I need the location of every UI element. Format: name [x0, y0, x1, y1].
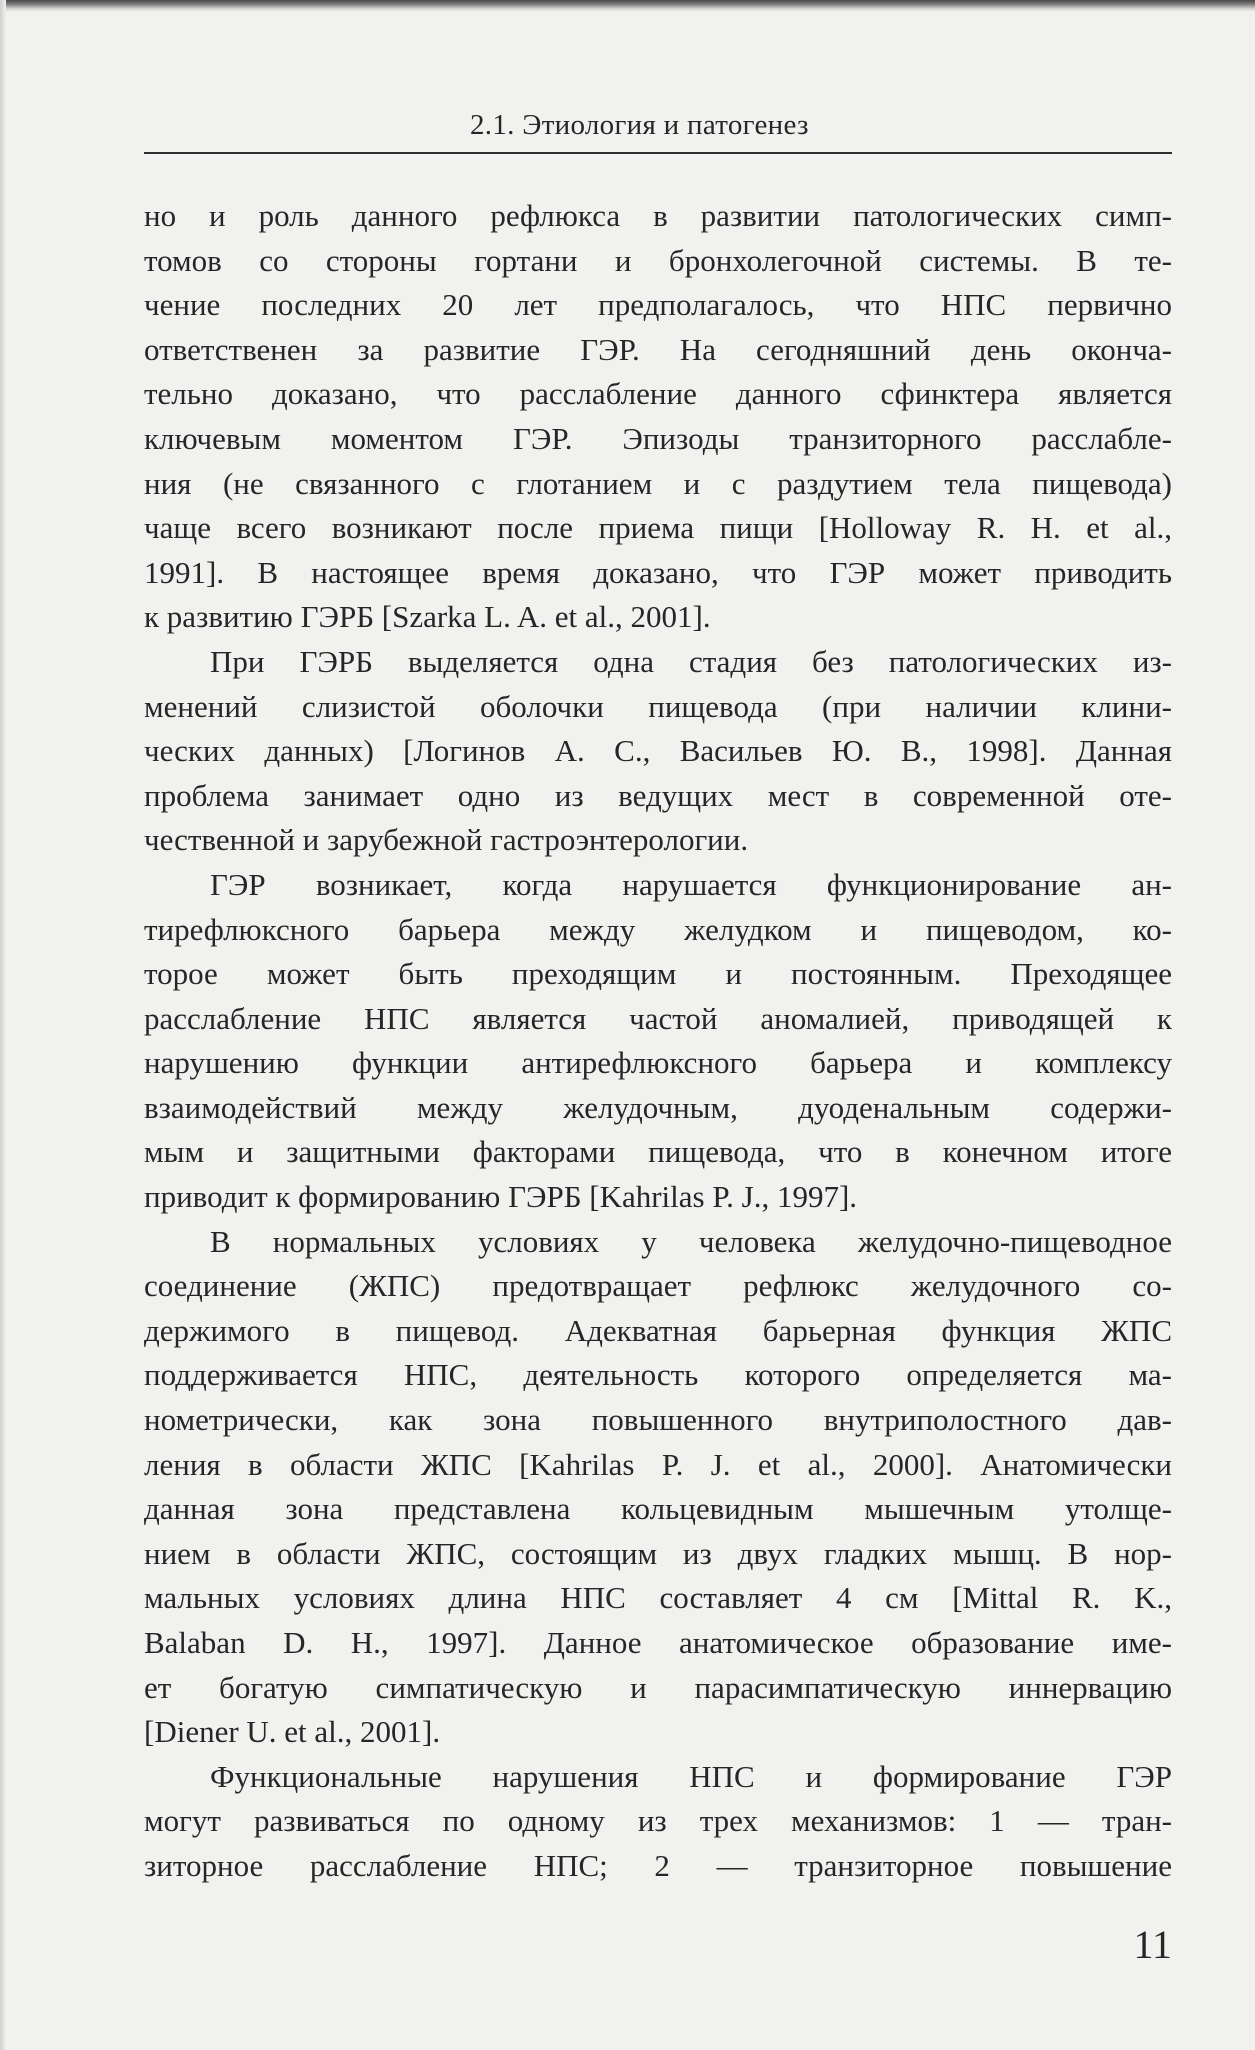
text-line: взаимодействий между желудочным, дуоденальным содержи- [144, 1089, 1172, 1125]
text-line: Balaban D. H., 1997]. Данное анатомическое образование име- [144, 1625, 1172, 1660]
text-line: [Diener U. et al., 2001]. [144, 1714, 441, 1750]
body-text [144, 194, 1172, 1889]
text-line: поддерживается НПС, деятельность которого определяется ма- [144, 1357, 1172, 1393]
text-line: соединение (ЖПС) предотвращает рефлюкс желудочного со- [144, 1268, 1172, 1304]
text-line: Функциональные нарушения НПС и формирование ГЭР [210, 1758, 1172, 1794]
paragraph [144, 1755, 1172, 1889]
text-line: ключевым моментом ГЭР. Эпизоды транзиторного расслабле- [144, 420, 1172, 456]
text-line: проблема занимает одно из ведущих мест в современной оте- [144, 777, 1172, 813]
text-line: мым и защитными факторами пищевода, что в конечном итоге [144, 1134, 1172, 1170]
text-line: мальных условиях длина НПС составляет 4 см [Mittal R. K., [144, 1580, 1172, 1616]
text-line: томов со стороны гортани и бронхолегочной системы. В те- [144, 242, 1172, 278]
page-number: 11 [1133, 1922, 1172, 1967]
paragraph [144, 863, 1172, 1220]
text-line: тирефлюксного барьера между желудком и пищеводом, ко- [144, 911, 1172, 947]
text-line: ответственен за развитие ГЭР. На сегодняшний день оконча- [144, 331, 1172, 367]
text-line: В нормальных условиях у человека желудочно-пищеводное [210, 1223, 1172, 1259]
text-line: чение последних 20 лет предполагалось, что НПС первично [144, 287, 1172, 323]
text-line: чаще всего возникают после приема пищи [Holloway R. H. et al., [144, 510, 1172, 546]
text-line: чественной и зарубежной гастроэнтерологии. [144, 822, 749, 858]
text-line: ления в области ЖПС [Kahrilas P. J. et al., 2000]. Анатомически [144, 1446, 1172, 1482]
text-line: приводит к формированию ГЭРБ [Kahrilas P. J., 1997]. [144, 1179, 858, 1215]
text-line: тельно доказано, что расслабление данного сфинктера является [144, 376, 1172, 412]
text-line: нием в области ЖПС, состоящим из двух гладких мышц. В нор- [144, 1535, 1172, 1571]
text-line: нометрически, как зона повышенного внутриполостного дав- [144, 1402, 1172, 1438]
text-line: менений слизистой оболочки пищевода (при наличии клини- [144, 688, 1172, 724]
running-head [144, 100, 1172, 154]
running-head-title: 2.1. Этиология и патогенез [470, 109, 809, 141]
text-line: могут развиваться по одному из трех механизмов: 1 — тран- [144, 1803, 1172, 1839]
text-line: данная зона представлена кольцевидным мышечным утолще- [144, 1491, 1172, 1527]
text-line: торое может быть преходящим и постоянным. Преходящее [144, 956, 1172, 992]
text-line: к развитию ГЭРБ [Szarka L. A. et al., 2001]. [144, 599, 711, 635]
text-line: но и роль данного рефлюкса в развитии патологических симп- [144, 198, 1172, 233]
text-line: 1991]. В настоящее время доказано, что ГЭР может приводить [144, 554, 1172, 590]
text-line: ГЭР возникает, когда нарушается функционирование ан- [210, 866, 1172, 902]
text-line: нарушению функции антирефлюксного барьера и комплексу [144, 1045, 1172, 1081]
text-line: При ГЭРБ выделяется одна стадия без патологических из- [210, 643, 1172, 679]
scan-top-edge [0, 0, 1255, 12]
paragraph [144, 194, 1172, 640]
text-line: ческих данных) [Логинов А. С., Васильев Ю. В., 1998]. Данная [144, 733, 1172, 769]
scan-left-shadow [0, 0, 6, 2050]
text-line: расслабление НПС является частой аномалией, приводящей к [144, 1000, 1172, 1036]
paragraph [144, 1220, 1172, 1755]
text-line: ния (не связанного с глотанием и с раздутием тела пищевода) [144, 465, 1172, 501]
text-line: зиторное расслабление НПС; 2 — транзиторное повышение [144, 1847, 1172, 1883]
text-line: ет богатую симпатическую и парасимпатическую иннервацию [144, 1669, 1172, 1705]
paragraph [144, 640, 1172, 863]
text-line: держимого в пищевод. Адекватная барьерная функция ЖПС [144, 1312, 1172, 1348]
